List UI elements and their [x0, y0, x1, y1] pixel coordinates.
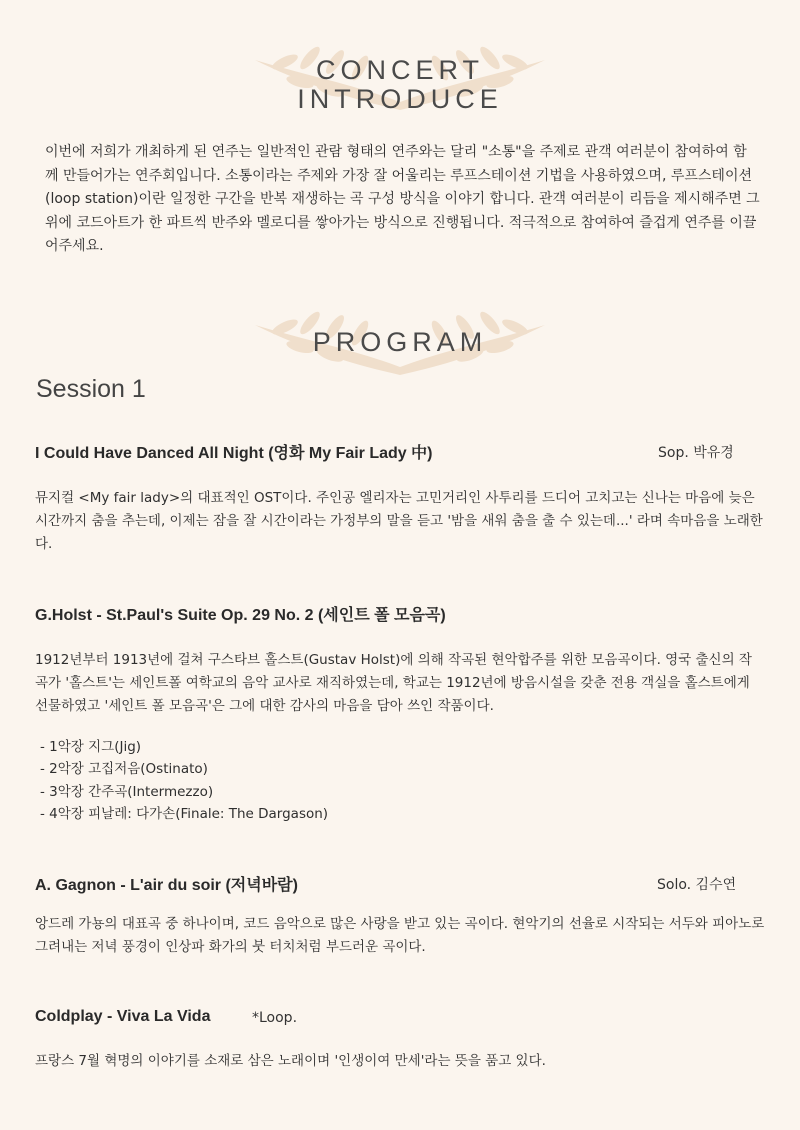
piece-title: A. Gagnon - L'air du soir (저녁바람) [35, 877, 298, 894]
list-item: - 1악장 지그(Jig) [40, 739, 142, 755]
piece-description: 프랑스 7월 혁명의 이야기를 소재로 삼은 노래이며 '인생이여 만세'라는 뜻을 품고 있다. [35, 1053, 546, 1069]
piece-title: Coldplay - Viva La Vida [35, 1008, 211, 1025]
concert-heading [0, 56, 800, 114]
piece-title: I Could Have Danced All Night (영화 My Fair Lady 中) [35, 445, 433, 462]
list-item: - 2악장 고집저음(Ostinato) [40, 761, 208, 778]
program-title: PROGRAM [312, 327, 488, 357]
concert-title-line2: INTRODUCE [297, 84, 503, 114]
concert-intro-text: 이번에 저희가 개최하게 된 연주는 일반적인 관람 형태의 연주와는 달리 "소통"을 주제로 관객 여러분이 참여하여 함께 만들어가는 연주회입니다. 소통이라는 주제와 가장 잘 어울리는 루프스테이션 기법을 사용하였으며, 루프스테이션(loop station)이란 일정한 구간을 반복 재생하는 곡 구성 방식을 이야기 합니다. 관객 여러분이 리듬을 제시해주면 그 위에 코드아트가 한 파트씩 반주와 멜로디를 쌓아가는 방식으로 진행됩니다. 적극적으로 참여하여 즐겁게 연주를 이끌어주세요. [45, 144, 760, 254]
piece-title: G.Holst - St.Paul's Suite Op. 29 No. 2 (세인트 폴 모음곡) [35, 607, 446, 624]
concert-title-line1: CONCERT [315, 55, 484, 85]
piece-description: 1912년부터 1913년에 걸쳐 구스타브 홀스트(Gustav Holst)에 의해 작곡된 현악합주를 위한 모음곡이다. 영국 출신의 작곡가 '홀스트'는 세인트폴 여학교의 음악 교사로 재직하였는데, 학교는 1912년에 방음시설을 갖춘 전용 객실을 홀스트에게 선물하였고 '세인트 폴 모음곡'은 그에 대한 감사의 마음을 담아 쓰인 작품이다. [35, 652, 752, 714]
movement-list [40, 736, 328, 825]
piece-performer: Sop. 박유경 [658, 445, 734, 461]
session-title: Session 1 [36, 375, 146, 403]
loop-note: *Loop. [252, 1010, 298, 1026]
piece-performer: Solo. 김수연 [657, 877, 737, 893]
piece-description: 앙드레 가뇽의 대표곡 중 하나이며, 코드 음악으로 많은 사랑을 받고 있는 곡이다. 현악기의 선율로 시작되는 서두와 피아노로 그려내는 저녁 풍경이 인상파 화가의 붓 터치처럼 부드러운 곡이다. [35, 916, 765, 955]
list-item: - 4악장 피날레: 다가손(Finale: The Dargason) [40, 805, 329, 822]
piece-description: 뮤지컬 <My fair lady>의 대표적인 OST이다. 주인공 엘리자는 고민거리인 사투리를 드디어 고치고는 신나는 마음에 늦은 시간까지 춤을 추는데, 이제는 잠을 잘 시간이라는 가정부의 말을 듣고 '밤을 새워 춤을 출 수 있는데...' 라며 속마음을 노래한다. [35, 490, 763, 552]
list-item: - 3악장 간주곡(Intermezzo) [40, 783, 214, 800]
program-heading [0, 328, 800, 357]
